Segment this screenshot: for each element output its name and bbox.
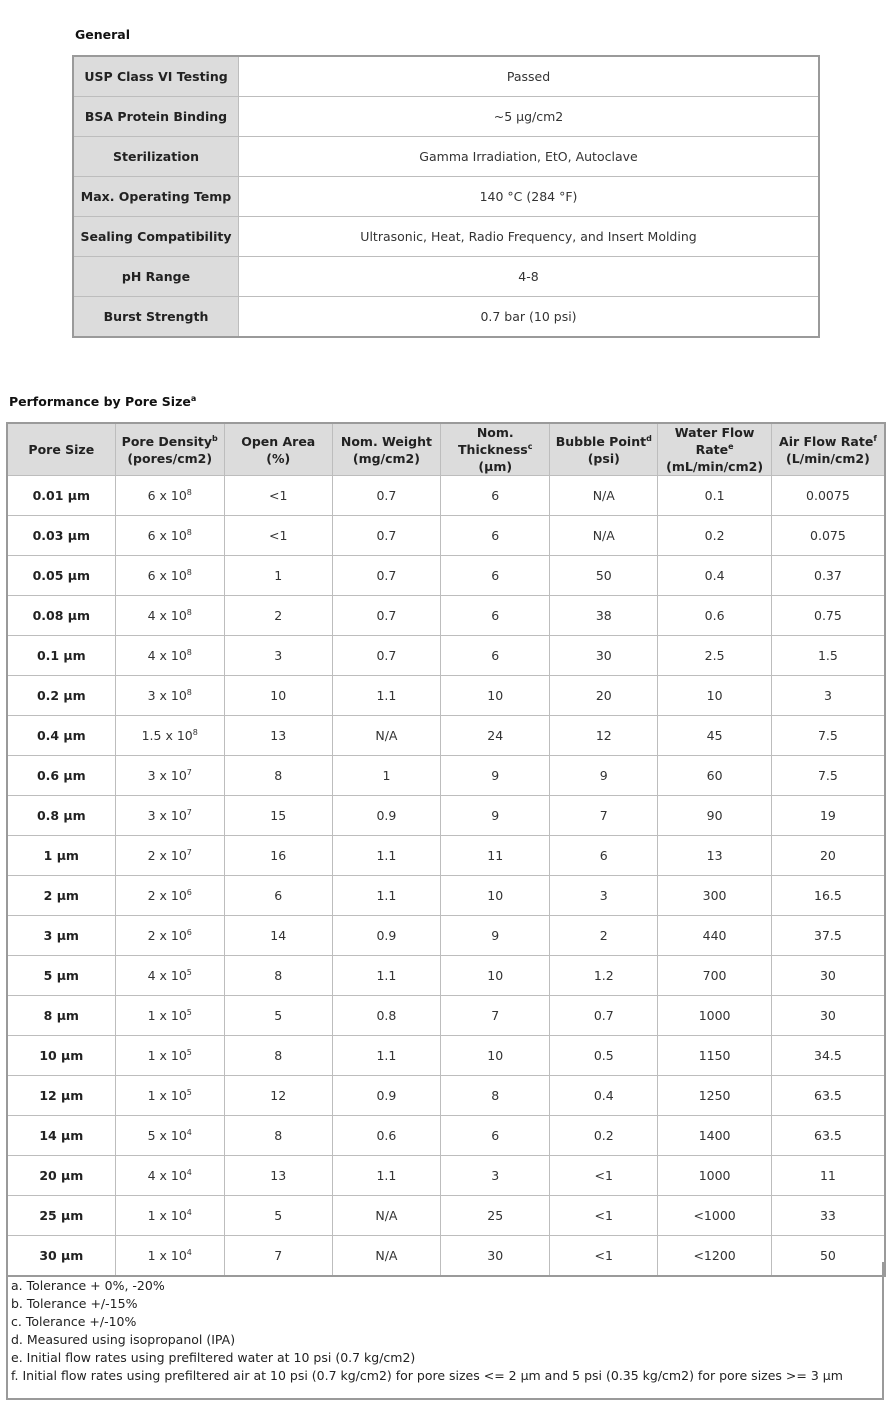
table-row (7, 756, 885, 796)
air-flow-cell: 0.0075 (771, 476, 885, 516)
pore-density-cell (115, 1156, 224, 1196)
pore-density-cell (115, 476, 224, 516)
nom-weight-cell: 1.1 (332, 1036, 441, 1076)
nom-thickness-cell: 30 (441, 1236, 550, 1277)
air-flow-cell: 7.5 (771, 756, 885, 796)
column-header-title (772, 433, 884, 450)
water-flow-cell: 300 (658, 876, 772, 916)
general-specs-table (72, 55, 820, 338)
nom-thickness-cell: 6 (441, 636, 550, 676)
pore-density-exponent: 7 (186, 847, 192, 857)
table-row (7, 716, 885, 756)
pore-density-base: 2 x 10 (147, 888, 187, 903)
water-flow-cell: 0.6 (658, 596, 772, 636)
air-flow-cell: 37.5 (771, 916, 885, 956)
open-area-cell: 7 (224, 1236, 332, 1277)
nom-weight-cell: 0.8 (332, 996, 441, 1036)
column-header-footnote-mark: d (646, 433, 652, 443)
nom-weight-cell: 0.9 (332, 796, 441, 836)
open-area-cell: 8 (224, 1036, 332, 1076)
nom-thickness-cell: 6 (441, 1116, 550, 1156)
column-header-title (333, 433, 441, 450)
column-header-unit: (psi) (587, 450, 620, 466)
pore-density-base: 6 x 10 (147, 488, 187, 503)
bubble-point-cell: 50 (550, 556, 658, 596)
bubble-point-cell: <1 (550, 1156, 658, 1196)
bubble-point-cell: 30 (550, 636, 658, 676)
pore-size-cell: 14 µm (7, 1116, 115, 1156)
pore-size-cell: 0.1 µm (7, 636, 115, 676)
air-flow-cell: 34.5 (771, 1036, 885, 1076)
pore-density-cell (115, 796, 224, 836)
open-area-cell: 12 (224, 1076, 332, 1116)
air-flow-cell: 7.5 (771, 716, 885, 756)
air-flow-cell: 16.5 (771, 876, 885, 916)
pore-size-cell: 0.08 µm (7, 596, 115, 636)
general-label: BSA Protein Binding (73, 97, 239, 137)
pore-size-cell: 10 µm (7, 1036, 115, 1076)
pore-density-cell (115, 836, 224, 876)
column-header-name: Pore Size (28, 442, 95, 457)
pore-density-cell (115, 1036, 224, 1076)
pore-density-exponent: 5 (186, 967, 192, 977)
open-area-cell: 6 (224, 876, 332, 916)
nom-thickness-cell: 8 (441, 1076, 550, 1116)
pore-density-exponent: 6 (186, 927, 192, 937)
air-flow-cell: 0.37 (771, 556, 885, 596)
general-value: 4-8 (239, 257, 820, 297)
nom-thickness-cell: 10 (441, 876, 550, 916)
bubble-point-cell: 7 (550, 796, 658, 836)
pore-size-cell: 8 µm (7, 996, 115, 1036)
pore-density-base: 2 x 10 (147, 848, 187, 863)
bubble-point-cell: 9 (550, 756, 658, 796)
pore-density-exponent: 8 (186, 487, 192, 497)
column-header (7, 423, 115, 476)
nom-weight-cell: N/A (332, 716, 441, 756)
column-header-title (225, 433, 332, 450)
pore-size-cell: 0.6 µm (7, 756, 115, 796)
bubble-point-cell: 0.7 (550, 996, 658, 1036)
footnote: e. Initial flow rates using prefiltered water at 10 psi (0.7 kg/cm2) (11, 1350, 416, 1365)
nom-thickness-cell: 11 (441, 836, 550, 876)
pore-density-base: 1 x 10 (147, 1048, 187, 1063)
water-flow-cell: 0.4 (658, 556, 772, 596)
bubble-point-cell: 0.4 (550, 1076, 658, 1116)
pore-density-exponent: 4 (186, 1247, 192, 1257)
nom-thickness-cell: 10 (441, 956, 550, 996)
general-label: pH Range (73, 257, 239, 297)
air-flow-cell: 0.075 (771, 516, 885, 556)
table-row (7, 1116, 885, 1156)
pore-density-base: 1 x 10 (147, 1008, 187, 1023)
nom-weight-cell: 0.7 (332, 476, 441, 516)
column-header-unit: (pores/cm2) (127, 450, 213, 466)
nom-thickness-cell: 25 (441, 1196, 550, 1236)
nom-thickness-cell: 9 (441, 756, 550, 796)
water-flow-cell: 13 (658, 836, 772, 876)
pore-density-exponent: 5 (186, 1047, 192, 1057)
water-flow-cell: 45 (658, 716, 772, 756)
general-value: Ultrasonic, Heat, Radio Frequency, and Insert Molding (239, 217, 820, 257)
column-header-title (550, 433, 657, 450)
open-area-cell: 8 (224, 1116, 332, 1156)
table-row (7, 956, 885, 996)
pore-density-cell (115, 636, 224, 676)
nom-weight-cell: 1.1 (332, 836, 441, 876)
air-flow-cell: 0.75 (771, 596, 885, 636)
air-flow-cell: 63.5 (771, 1116, 885, 1156)
general-section-title: General (75, 27, 130, 42)
pore-size-cell: 0.01 µm (7, 476, 115, 516)
water-flow-cell: 0.1 (658, 476, 772, 516)
nom-thickness-cell: 10 (441, 676, 550, 716)
air-flow-cell: 33 (771, 1196, 885, 1236)
nom-weight-cell: 0.7 (332, 556, 441, 596)
table-row (7, 1196, 885, 1236)
nom-thickness-cell: 6 (441, 556, 550, 596)
bubble-point-cell: 20 (550, 676, 658, 716)
column-header-unit: (mL/min/cm2) (666, 459, 764, 474)
column-header-name: Nom. Weight (340, 433, 432, 449)
pore-density-base: 3 x 10 (147, 768, 187, 783)
column-header (224, 423, 332, 476)
nom-thickness-cell: 9 (441, 916, 550, 956)
performance-table (6, 422, 886, 1277)
pore-density-base: 3 x 10 (147, 808, 187, 823)
pore-density-cell (115, 1196, 224, 1236)
bubble-point-cell: 6 (550, 836, 658, 876)
open-area-cell: 1 (224, 556, 332, 596)
general-value: ~5 µg/cm2 (239, 97, 820, 137)
general-label: USP Class VI Testing (73, 56, 239, 97)
column-header-title (441, 424, 549, 458)
general-label: Burst Strength (73, 297, 239, 338)
water-flow-cell: 90 (658, 796, 772, 836)
pore-density-exponent: 8 (186, 607, 192, 617)
pore-size-cell: 25 µm (7, 1196, 115, 1236)
pore-density-cell (115, 1076, 224, 1116)
pore-density-base: 1 x 10 (147, 1208, 187, 1223)
column-header-name: Nom. Thickness (458, 425, 528, 457)
table-row (7, 636, 885, 676)
bubble-point-cell: 0.5 (550, 1036, 658, 1076)
open-area-cell: 2 (224, 596, 332, 636)
pore-density-base: 4 x 10 (147, 608, 187, 623)
water-flow-cell: 2.5 (658, 636, 772, 676)
pore-density-base: 4 x 10 (147, 968, 187, 983)
pore-density-exponent: 8 (186, 527, 192, 537)
nom-weight-cell: 0.9 (332, 1076, 441, 1116)
table-row (7, 1076, 885, 1116)
table-row (7, 996, 885, 1036)
pore-size-cell: 0.8 µm (7, 796, 115, 836)
pore-density-base: 4 x 10 (147, 1168, 187, 1183)
pore-size-cell: 1 µm (7, 836, 115, 876)
column-header-name: Pore Density (121, 433, 213, 449)
table-row (7, 796, 885, 836)
bubble-point-cell: <1 (550, 1196, 658, 1236)
air-flow-cell: 50 (771, 1236, 885, 1277)
nom-weight-cell: 0.7 (332, 516, 441, 556)
pore-density-cell (115, 516, 224, 556)
pore-density-cell (115, 556, 224, 596)
air-flow-cell: 30 (771, 996, 885, 1036)
pore-density-cell (115, 1116, 224, 1156)
water-flow-cell: 1250 (658, 1076, 772, 1116)
nom-weight-cell: 1.1 (332, 956, 441, 996)
air-flow-cell: 20 (771, 836, 885, 876)
pore-density-base: 5 x 10 (147, 1128, 187, 1143)
pore-density-cell (115, 956, 224, 996)
bubble-point-cell: 1.2 (550, 956, 658, 996)
open-area-cell: 8 (224, 756, 332, 796)
pore-density-exponent: 7 (186, 807, 192, 817)
pore-size-cell: 0.03 µm (7, 516, 115, 556)
nom-thickness-cell: 10 (441, 1036, 550, 1076)
water-flow-cell: <1200 (658, 1236, 772, 1277)
nom-weight-cell: 0.6 (332, 1116, 441, 1156)
general-label: Sealing Compatibility (73, 217, 239, 257)
air-flow-cell: 3 (771, 676, 885, 716)
water-flow-cell: 0.2 (658, 516, 772, 556)
general-value: Gamma Irradiation, EtO, Autoclave (239, 137, 820, 177)
column-header-unit: (L/min/cm2) (785, 450, 870, 466)
pore-density-cell (115, 876, 224, 916)
open-area-cell: 10 (224, 676, 332, 716)
nom-thickness-cell: 7 (441, 996, 550, 1036)
table-row (7, 876, 885, 916)
open-area-cell: 5 (224, 1196, 332, 1236)
pore-size-cell: 3 µm (7, 916, 115, 956)
pore-size-cell: 12 µm (7, 1076, 115, 1116)
bubble-point-cell: 3 (550, 876, 658, 916)
air-flow-cell: 11 (771, 1156, 885, 1196)
table-row (7, 836, 885, 876)
air-flow-cell: 1.5 (771, 636, 885, 676)
pore-density-base: 1.5 x 10 (141, 728, 193, 743)
pore-density-exponent: 4 (186, 1127, 192, 1137)
column-header-title (658, 424, 771, 458)
nom-thickness-cell: 9 (441, 796, 550, 836)
column-header (658, 423, 772, 476)
pore-density-cell (115, 916, 224, 956)
general-row (73, 56, 819, 97)
pore-density-exponent: 8 (186, 647, 192, 657)
column-header-title (116, 433, 224, 450)
general-value: 140 °C (284 °F) (239, 177, 820, 217)
open-area-cell: 8 (224, 956, 332, 996)
general-value: Passed (239, 56, 820, 97)
water-flow-cell: 1000 (658, 996, 772, 1036)
general-row (73, 217, 819, 257)
open-area-cell: <1 (224, 516, 332, 556)
open-area-cell: <1 (224, 476, 332, 516)
table-row (7, 676, 885, 716)
pore-density-base: 4 x 10 (147, 648, 187, 663)
column-header-unit: (µm) (478, 459, 513, 474)
nom-weight-cell: 1.1 (332, 876, 441, 916)
column-header-footnote-mark: c (527, 441, 533, 451)
pore-density-base: 1 x 10 (147, 1248, 187, 1263)
water-flow-cell: 1400 (658, 1116, 772, 1156)
performance-title-footnote-mark: a (190, 393, 197, 403)
pore-size-cell: 5 µm (7, 956, 115, 996)
table-row (7, 556, 885, 596)
pore-size-cell: 20 µm (7, 1156, 115, 1196)
bubble-point-cell: N/A (550, 476, 658, 516)
nom-weight-cell: 1 (332, 756, 441, 796)
table-row (7, 516, 885, 556)
nom-weight-cell: 1.1 (332, 1156, 441, 1196)
table-row (7, 916, 885, 956)
column-header-name: Bubble Point (555, 433, 647, 449)
pore-density-base: 6 x 10 (147, 528, 187, 543)
nom-weight-cell: 0.7 (332, 636, 441, 676)
column-header-footnote-mark: b (212, 433, 218, 443)
column-header (550, 423, 658, 476)
water-flow-cell: 440 (658, 916, 772, 956)
footnote: b. Tolerance +/-15% (11, 1296, 138, 1311)
table-row (7, 476, 885, 516)
general-label: Sterilization (73, 137, 239, 177)
general-row (73, 177, 819, 217)
air-flow-cell: 30 (771, 956, 885, 996)
column-header-unit: (mg/cm2) (352, 450, 420, 466)
bubble-point-cell: 2 (550, 916, 658, 956)
bubble-point-cell: 0.2 (550, 1116, 658, 1156)
pore-size-cell: 2 µm (7, 876, 115, 916)
pore-density-exponent: 7 (186, 767, 192, 777)
performance-title-text: Performance by Pore Size (9, 394, 191, 409)
pore-density-cell (115, 676, 224, 716)
general-label: Max. Operating Temp (73, 177, 239, 217)
general-row (73, 257, 819, 297)
column-header-title (8, 441, 115, 458)
pore-density-exponent: 5 (186, 1087, 192, 1097)
air-flow-cell: 63.5 (771, 1076, 885, 1116)
general-row (73, 97, 819, 137)
water-flow-cell: <1000 (658, 1196, 772, 1236)
column-header-footnote-mark: f (873, 433, 877, 443)
pore-density-cell (115, 716, 224, 756)
pore-density-exponent: 4 (186, 1207, 192, 1217)
footnotes-box (6, 1262, 884, 1400)
pore-density-exponent: 4 (186, 1167, 192, 1177)
water-flow-cell: 10 (658, 676, 772, 716)
footnote: d. Measured using isopropanol (IPA) (11, 1332, 236, 1347)
open-area-cell: 3 (224, 636, 332, 676)
bubble-point-cell: 38 (550, 596, 658, 636)
pore-density-base: 1 x 10 (147, 1088, 187, 1103)
general-row (73, 297, 819, 338)
pore-density-exponent: 5 (186, 1007, 192, 1017)
pore-density-exponent: 6 (186, 887, 192, 897)
column-header-name: Water Flow Rate (674, 425, 755, 457)
nom-thickness-cell: 6 (441, 516, 550, 556)
column-header-unit: (%) (266, 450, 291, 466)
column-header (771, 423, 885, 476)
water-flow-cell: 1000 (658, 1156, 772, 1196)
column-header-name: Air Flow Rate (779, 433, 874, 449)
nom-weight-cell: 0.7 (332, 596, 441, 636)
nom-thickness-cell: 24 (441, 716, 550, 756)
pore-density-cell (115, 756, 224, 796)
pore-density-base: 2 x 10 (147, 928, 187, 943)
bubble-point-cell: N/A (550, 516, 658, 556)
water-flow-cell: 700 (658, 956, 772, 996)
footnote: a. Tolerance + 0%, -20% (11, 1278, 165, 1293)
pore-size-cell: 0.05 µm (7, 556, 115, 596)
open-area-cell: 5 (224, 996, 332, 1036)
open-area-cell: 14 (224, 916, 332, 956)
pore-density-base: 3 x 10 (147, 688, 187, 703)
pore-density-exponent: 8 (186, 567, 192, 577)
open-area-cell: 16 (224, 836, 332, 876)
nom-weight-cell: 0.9 (332, 916, 441, 956)
footnote: f. Initial flow rates using prefiltered air at 10 psi (0.7 kg/cm2) for pore sizes <= 2 µm and 5 psi (0.35 kg/cm2) for pore sizes >= 3 µm (11, 1368, 843, 1383)
nom-weight-cell: 1.1 (332, 676, 441, 716)
column-header (441, 423, 550, 476)
column-header-footnote-mark: e (728, 441, 734, 451)
bubble-point-cell: 12 (550, 716, 658, 756)
open-area-cell: 15 (224, 796, 332, 836)
performance-section-title (9, 394, 196, 409)
table-row (7, 1036, 885, 1076)
nom-thickness-cell: 6 (441, 596, 550, 636)
performance-header-row (7, 423, 885, 476)
water-flow-cell: 1150 (658, 1036, 772, 1076)
nom-weight-cell: N/A (332, 1196, 441, 1236)
open-area-cell: 13 (224, 1156, 332, 1196)
table-row (7, 1156, 885, 1196)
footnote: c. Tolerance +/-10% (11, 1314, 137, 1329)
general-row (73, 137, 819, 177)
column-header-name: Open Area (241, 433, 316, 449)
pore-density-cell (115, 596, 224, 636)
bubble-point-cell: <1 (550, 1236, 658, 1277)
pore-size-cell: 30 µm (7, 1236, 115, 1277)
water-flow-cell: 60 (658, 756, 772, 796)
pore-density-cell (115, 996, 224, 1036)
pore-size-cell: 0.2 µm (7, 676, 115, 716)
nom-thickness-cell: 3 (441, 1156, 550, 1196)
air-flow-cell: 19 (771, 796, 885, 836)
column-header (332, 423, 441, 476)
nom-weight-cell: N/A (332, 1236, 441, 1277)
table-row (7, 596, 885, 636)
pore-density-exponent: 8 (186, 687, 192, 697)
column-header (115, 423, 224, 476)
open-area-cell: 13 (224, 716, 332, 756)
pore-density-base: 6 x 10 (147, 568, 187, 583)
pore-size-cell: 0.4 µm (7, 716, 115, 756)
pore-density-exponent: 8 (192, 727, 198, 737)
general-value: 0.7 bar (10 psi) (239, 297, 820, 338)
nom-thickness-cell: 6 (441, 476, 550, 516)
